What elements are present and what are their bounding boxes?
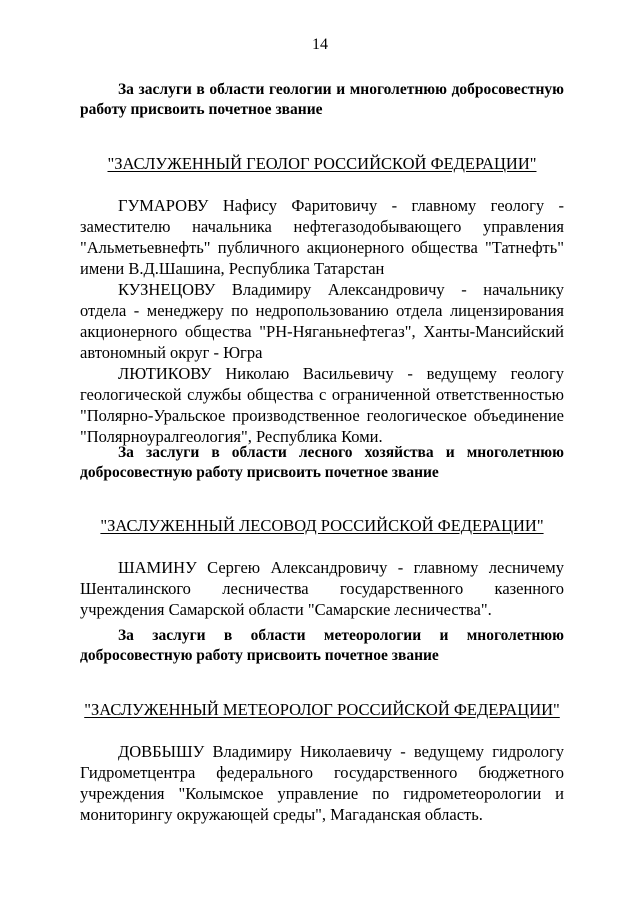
award-intro: За заслуги в области лесного хозяйства и многолетнюю добросовестную работу присвоить почетное звание	[80, 444, 564, 481]
award-title: "ЗАСЛУЖЕННЫЙ ЛЕСОВОД РОССИЙСКОЙ ФЕДЕРАЦИИ"	[100, 516, 544, 535]
nominee-entry: ШАМИНУ Сергею Александровичу - главному лесничему Шенталинского лесничества государственного казенного учреждения Самарской области "Самарские лесничества".	[80, 558, 564, 619]
award-section-meteorologist	[80, 626, 564, 825]
award-section-forester	[80, 443, 564, 620]
award-section-geologist	[80, 80, 564, 447]
award-intro: За заслуги в области геологии и многолетнюю добросовестную работу присвоить почетное звание	[80, 81, 564, 118]
nominee-entry: ДОВБЫШУ Владимиру Николаевичу - ведущему гидрологу Гидрометцентра федерального государственного бюджетного учреждения "Колымское управление по гидрометеорологии и мониторингу окружающей среды", Магаданская область.	[80, 742, 564, 824]
award-title: "ЗАСЛУЖЕННЫЙ ГЕОЛОГ РОССИЙСКОЙ ФЕДЕРАЦИИ"	[107, 154, 537, 173]
nominee-entry: ЛЮТИКОВУ Николаю Васильевичу - ведущему геологу геологической службы общества с ограниченной ответственностью "Полярно-Уральское производственное геологическое объединение "Полярноуралгеология", Республика Коми.	[80, 364, 564, 446]
nominee-entry: ГУМАРОВУ Нафису Фаритовичу - главному геологу - заместителю начальника нефтегазодобывающего управления "Альметьевнефть" публичного акционерного общества "Татнефть" имени В.Д.Шашина, Республика Татарстан	[80, 196, 564, 278]
award-title: "ЗАСЛУЖЕННЫЙ МЕТЕОРОЛОГ РОССИЙСКОЙ ФЕДЕРАЦИИ"	[84, 700, 560, 719]
award-intro: За заслуги в области метеорологии и многолетнюю добросовестную работу присвоить почетное звание	[80, 627, 564, 664]
nominee-entry: КУЗНЕЦОВУ Владимиру Александровичу - начальнику отдела - менеджеру по недропользованию отдела лицензирования акционерного общества "РН-Няганьнефтегаз", Ханты-Мансийский автономный округ - Югра	[80, 280, 564, 362]
page-number: 14	[312, 36, 328, 53]
